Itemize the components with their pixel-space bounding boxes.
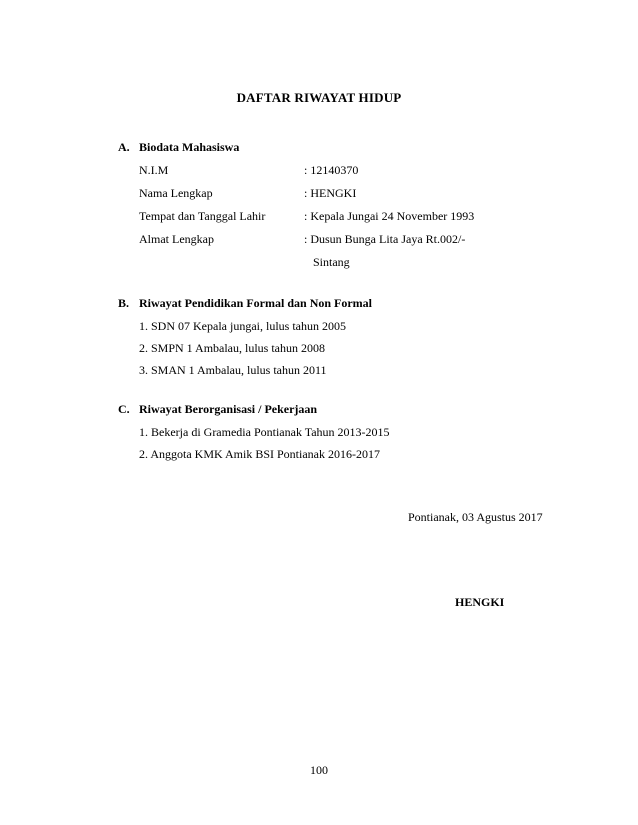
section-b-title: Riwayat Pendidikan Formal dan Non Formal: [139, 296, 373, 310]
page-title: DAFTAR RIWAYAT HIDUP: [236, 90, 402, 105]
name-label: Nama Lengkap: [139, 186, 213, 200]
section-a-title: Biodata Mahasiswa: [139, 140, 240, 154]
organization-item: 1. Bekerja di Gramedia Pontianak Tahun 2013-2015: [139, 425, 390, 439]
address-label: Almat Lengkap: [139, 232, 214, 246]
education-item: 3. SMAN 1 Ambalau, lulus tahun 2011: [139, 363, 327, 377]
signature-name: HENGKI: [455, 595, 505, 609]
birth-value: : Kepala Jungai 24 November 1993: [304, 209, 475, 223]
section-b-letter: B.: [118, 296, 130, 310]
name-value: : HENGKI: [304, 186, 357, 200]
address-value-continued: Sintang: [313, 255, 350, 269]
nim-value: : 12140370: [304, 163, 359, 177]
section-c-title: Riwayat Berorganisasi / Pekerjaan: [139, 402, 318, 416]
place-date: Pontianak, 03 Agustus 2017: [408, 510, 543, 524]
page-number: 100: [310, 763, 328, 777]
nim-label: N.I.M: [139, 163, 169, 177]
education-item: 1. SDN 07 Kepala jungai, lulus tahun 2005: [139, 319, 346, 333]
organization-item: 2. Anggota KMK Amik BSI Pontianak 2016-2017: [139, 447, 381, 461]
section-c-letter: C.: [118, 402, 130, 416]
education-item: 2. SMPN 1 Ambalau, lulus tahun 2008: [139, 341, 326, 355]
section-a-letter: A.: [118, 140, 130, 154]
address-value: : Dusun Bunga Lita Jaya Rt.002/-: [304, 232, 466, 246]
birth-label: Tempat dan Tanggal Lahir: [139, 209, 266, 223]
